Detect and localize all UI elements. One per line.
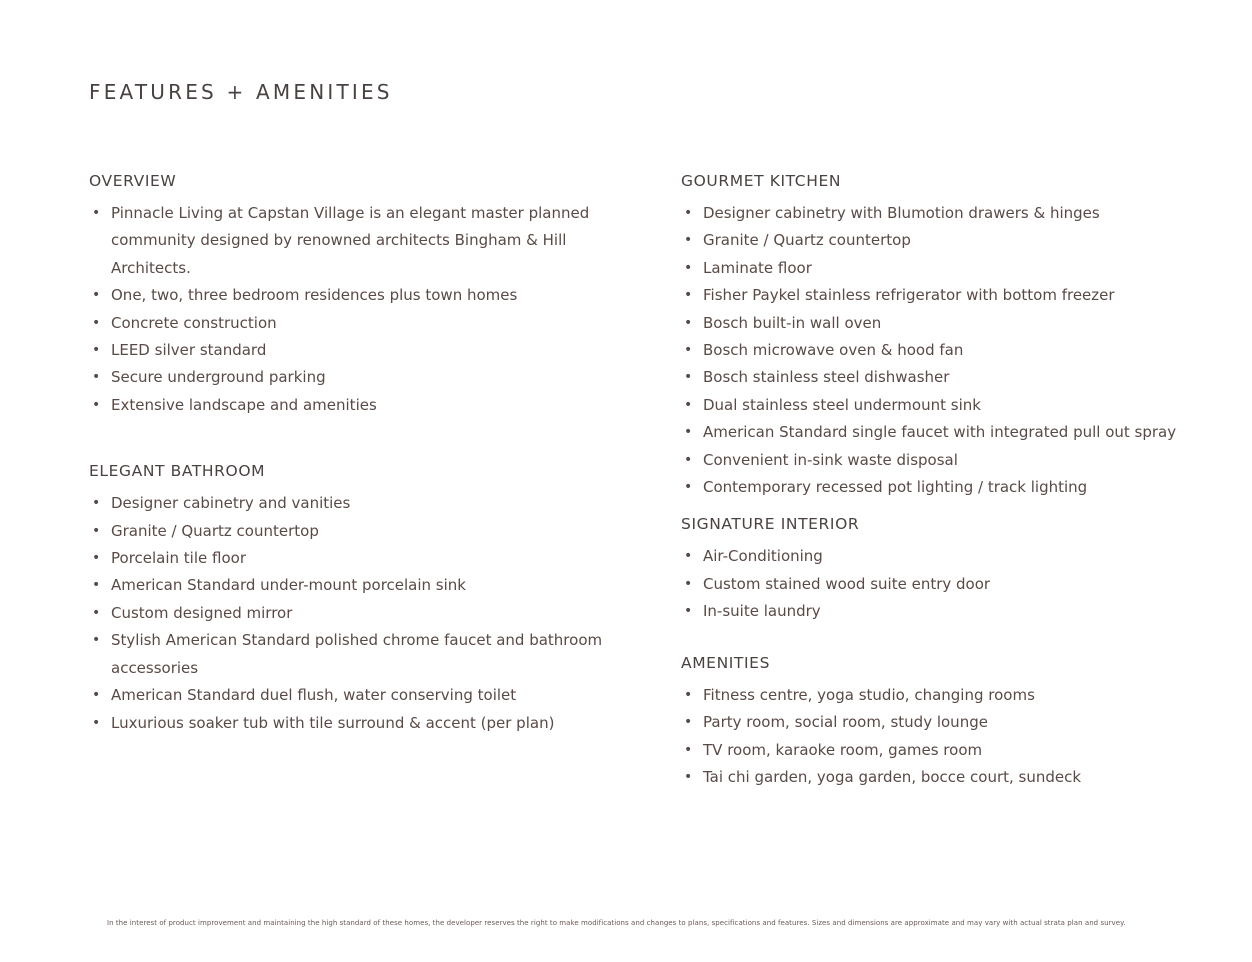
list-item <box>681 474 1201 501</box>
interior-list <box>681 543 1201 625</box>
list-item <box>89 392 649 419</box>
list-item <box>681 419 1201 446</box>
list-item <box>681 200 1201 227</box>
interior-heading: SIGNATURE INTERIOR <box>681 515 860 534</box>
list-item <box>89 337 649 364</box>
bullet-icon: • <box>684 603 693 620</box>
bullet-icon: • <box>684 686 693 703</box>
bullet-icon: • <box>92 714 101 731</box>
disclaimer-text: In the interest of product improvement and maintaining the high standard of these homes, the developer reserves the right to make modifications and changes to plans, specifications and features. Sizes and dimensions are approximate and may vary with actual strata plan and survey. <box>107 919 1126 927</box>
kitchen-heading: GOURMET KITCHEN <box>681 172 842 190</box>
list-item-text: Bosch stainless steel dishwasher <box>703 368 950 387</box>
bathroom-list <box>89 490 649 737</box>
bullet-icon: • <box>684 342 693 359</box>
bullet-icon: • <box>92 205 101 221</box>
list-item-text: Convenient in-sink waste disposal <box>703 450 958 469</box>
bathroom-section <box>89 460 649 737</box>
list-item <box>89 282 649 309</box>
bullet-icon: • <box>684 314 693 331</box>
list-item <box>89 627 649 682</box>
list-item <box>681 282 1201 309</box>
list-item-text: Party room, social room, study lounge <box>703 713 988 732</box>
kitchen-section <box>681 170 1201 501</box>
list-item-text: Secure underground parking <box>111 368 326 387</box>
list-item-text: Dual stainless steel undermount sink <box>703 395 981 414</box>
bullet-icon: • <box>684 479 693 496</box>
list-item <box>89 490 649 517</box>
kitchen-list <box>681 200 1201 501</box>
list-item <box>681 709 1201 736</box>
list-item <box>89 310 649 337</box>
bullet-icon: • <box>684 287 693 304</box>
amenities-section <box>681 652 1201 792</box>
list-item-text: Pinnacle Living at Capstan Village is an elegant master planned community designed by renowned architects Bingham & Hill Architects. <box>111 204 590 277</box>
overview-list <box>89 200 649 419</box>
bullet-icon: • <box>92 550 101 567</box>
list-item <box>681 364 1201 391</box>
bullet-icon: • <box>92 577 101 594</box>
list-item-text: Designer cabinetry and vanities <box>111 494 351 513</box>
page-title: FEATURES + AMENITIES <box>89 80 393 104</box>
list-item <box>681 447 1201 474</box>
left-column <box>89 170 649 737</box>
bullet-icon: • <box>684 548 693 565</box>
list-item-text: Tai chi garden, yoga garden, bocce court, sundeck <box>703 767 1082 786</box>
overview-section <box>89 170 649 419</box>
list-item <box>89 518 649 545</box>
bullet-icon: • <box>684 369 693 386</box>
bullet-icon: • <box>684 232 693 249</box>
list-item <box>89 600 649 627</box>
list-item <box>681 571 1201 598</box>
bullet-icon: • <box>684 205 693 221</box>
bullet-icon: • <box>92 687 101 704</box>
list-item <box>681 255 1201 282</box>
list-item-text: Extensive landscape and amenities <box>111 395 377 414</box>
list-item-text: Air-Conditioning <box>703 547 823 566</box>
list-item-text: Granite / Quartz countertop <box>111 521 319 540</box>
bullet-icon: • <box>684 424 693 441</box>
list-item <box>681 227 1201 254</box>
list-item-text: Stylish American Standard polished chrome faucet and bathroom accessories <box>111 631 603 677</box>
list-item <box>89 364 649 391</box>
interior-section <box>681 513 1201 625</box>
list-item <box>681 764 1201 791</box>
list-item-text: Designer cabinetry with Blumotion drawers & hinges <box>703 204 1100 222</box>
list-item-text: American Standard single faucet with integrated pull out spray <box>703 423 1177 442</box>
bullet-icon: • <box>92 495 101 512</box>
list-item-text: American Standard duel flush, water conserving toilet <box>111 686 517 705</box>
overview-heading: OVERVIEW <box>89 172 177 190</box>
list-item <box>89 200 649 282</box>
list-item <box>681 737 1201 764</box>
bullet-icon: • <box>92 314 101 331</box>
bullet-icon: • <box>684 451 693 468</box>
list-item-text: Luxurious soaker tub with tile surround & accent (per plan) <box>111 713 555 732</box>
list-item <box>681 310 1201 337</box>
list-item-text: Custom stained wood suite entry door <box>703 574 991 593</box>
list-item-text: In-suite laundry <box>703 602 821 621</box>
bullet-icon: • <box>684 714 693 731</box>
bullet-icon: • <box>92 632 101 649</box>
list-item-text: Porcelain tile floor <box>111 549 246 568</box>
bullet-icon: • <box>684 575 693 592</box>
list-item <box>89 545 649 572</box>
list-item-text: Concrete construction <box>111 313 277 332</box>
bullet-icon: • <box>684 741 693 758</box>
list-item-text: Fisher Paykel stainless refrigerator with bottom freezer <box>703 286 1115 305</box>
bullet-icon: • <box>92 604 101 621</box>
list-item <box>681 337 1201 364</box>
list-item-text: Custom designed mirror <box>111 603 293 622</box>
list-item <box>89 710 649 737</box>
bathroom-heading: ELEGANT BATHROOM <box>89 462 266 481</box>
amenities-list <box>681 682 1201 792</box>
list-item-text: American Standard under-mount porcelain sink <box>111 576 466 595</box>
list-item-text: Bosch built-in wall oven <box>703 313 882 332</box>
bullet-icon: • <box>684 259 693 276</box>
list-item-text: Contemporary recessed pot lighting / track lighting <box>703 478 1088 497</box>
bullet-icon: • <box>684 396 693 413</box>
list-item <box>89 572 649 599</box>
list-item <box>681 598 1201 625</box>
list-item-text: One, two, three bedroom residences plus town homes <box>111 286 518 305</box>
list-item <box>681 543 1201 570</box>
bullet-icon: • <box>684 768 693 785</box>
bullet-icon: • <box>92 369 101 386</box>
list-item-text: Laminate floor <box>703 258 812 277</box>
bullet-icon: • <box>92 342 101 359</box>
list-item <box>681 682 1201 709</box>
amenities-heading: AMENITIES <box>681 653 771 672</box>
list-item-text: Granite / Quartz countertop <box>703 231 911 250</box>
list-item-text: Bosch microwave oven & hood fan <box>703 341 964 360</box>
list-item-text: LEED silver standard <box>111 341 267 360</box>
bullet-icon: • <box>92 396 101 413</box>
list-item-text: Fitness centre, yoga studio, changing rooms <box>703 685 1035 704</box>
list-item <box>681 392 1201 419</box>
list-item-text: TV room, karaoke room, games room <box>703 740 983 759</box>
list-item <box>89 682 649 709</box>
bullet-icon: • <box>92 522 101 539</box>
right-column <box>681 170 1201 791</box>
bullet-icon: • <box>92 287 101 304</box>
